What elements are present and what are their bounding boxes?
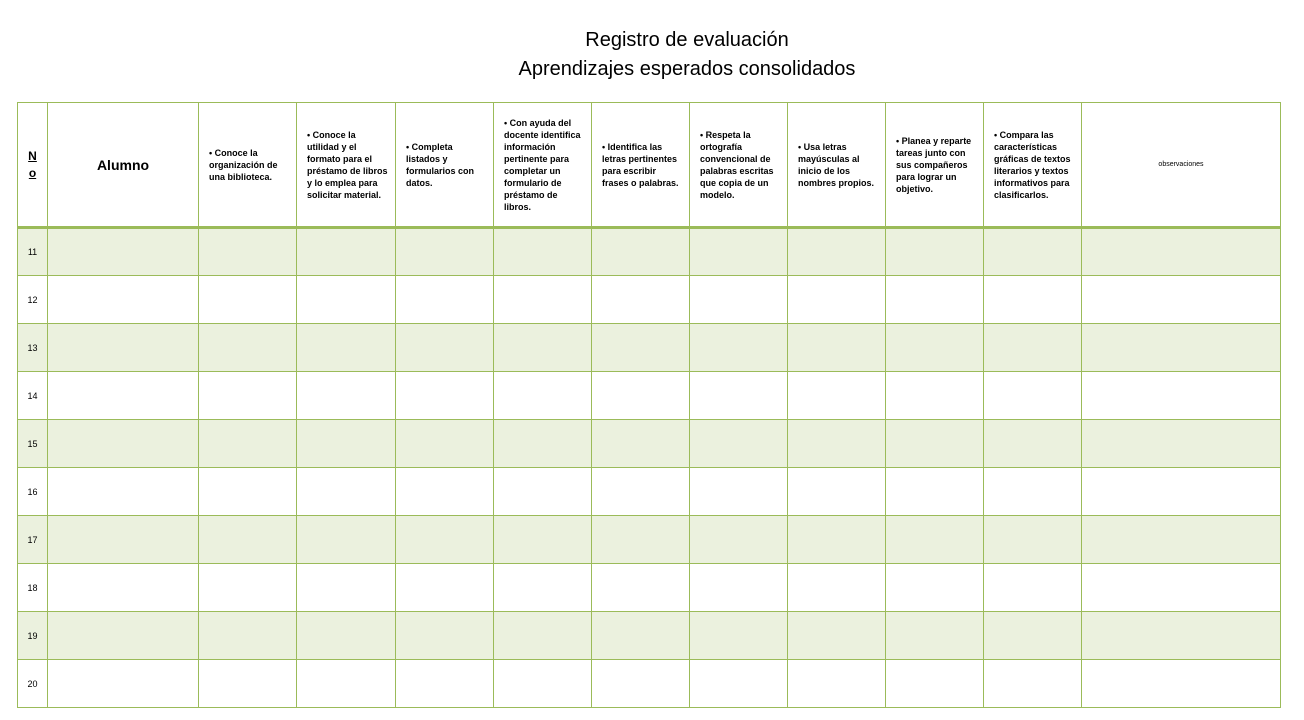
- cell[interactable]: [297, 228, 396, 276]
- criterion-7-text: • Usa letras mayúsculas al inicio de los nombres propios.: [798, 141, 875, 188]
- title-line-1: Registro de evaluación: [585, 29, 789, 51]
- cell[interactable]: [592, 324, 690, 372]
- cell-observaciones[interactable]: [1082, 516, 1281, 564]
- cell[interactable]: [494, 468, 592, 516]
- cell[interactable]: [592, 468, 690, 516]
- criterion-4-text: • Con ayuda del docente identifica información pertinente para completar un formulario de préstamo de libros.: [504, 117, 581, 212]
- cell[interactable]: [690, 612, 788, 660]
- evaluation-table: [17, 102, 1281, 708]
- criterion-1-text: • Conoce la organización de una biblioteca.: [209, 147, 278, 182]
- cell[interactable]: [984, 276, 1082, 324]
- cell[interactable]: [984, 324, 1082, 372]
- cell[interactable]: [199, 372, 297, 420]
- criterion-8-text: • Planea y reparte tareas junto con sus compañeros para lograr un objetivo.: [896, 135, 972, 194]
- cell[interactable]: [592, 276, 690, 324]
- cell[interactable]: [494, 612, 592, 660]
- cell[interactable]: [984, 228, 1082, 276]
- cell[interactable]: [297, 660, 396, 708]
- cell[interactable]: [886, 324, 984, 372]
- cell[interactable]: [494, 516, 592, 564]
- cell-alumno[interactable]: [48, 276, 199, 324]
- cell[interactable]: [886, 372, 984, 420]
- table-row: [18, 564, 1281, 612]
- cell[interactable]: [494, 420, 592, 468]
- cell[interactable]: [592, 660, 690, 708]
- row-number: 12: [18, 276, 48, 324]
- title-line-2: Aprendizajes esperados consolidados: [518, 58, 856, 80]
- cell[interactable]: [788, 276, 886, 324]
- cell[interactable]: [396, 660, 494, 708]
- cell-alumno[interactable]: [48, 372, 199, 420]
- cell[interactable]: [494, 276, 592, 324]
- cell-observaciones[interactable]: [1082, 372, 1281, 420]
- cell[interactable]: [984, 420, 1082, 468]
- cell[interactable]: [886, 612, 984, 660]
- cell[interactable]: [690, 516, 788, 564]
- cell[interactable]: [886, 420, 984, 468]
- cell[interactable]: [690, 468, 788, 516]
- cell[interactable]: [494, 228, 592, 276]
- cell[interactable]: [886, 564, 984, 612]
- cell[interactable]: [297, 468, 396, 516]
- cell[interactable]: [199, 420, 297, 468]
- table-row: [18, 468, 1281, 516]
- header-criterion-3: [396, 103, 494, 228]
- cell-observaciones[interactable]: [1082, 420, 1281, 468]
- cell-observaciones[interactable]: [1082, 564, 1281, 612]
- header-no-line-1: N: [28, 148, 37, 163]
- cell[interactable]: [788, 228, 886, 276]
- cell[interactable]: [199, 564, 297, 612]
- cell-alumno[interactable]: [48, 612, 199, 660]
- cell[interactable]: [886, 468, 984, 516]
- cell[interactable]: [592, 420, 690, 468]
- page-title: [0, 26, 1304, 84]
- header-criterion-6: [690, 103, 788, 228]
- row-number: 14: [18, 372, 48, 420]
- header-alumno: Alumno: [48, 103, 199, 228]
- cell-alumno[interactable]: [48, 420, 199, 468]
- cell-alumno[interactable]: [48, 324, 199, 372]
- header-no: [18, 103, 48, 228]
- header-observaciones: observaciones: [1082, 103, 1281, 228]
- cell[interactable]: [396, 564, 494, 612]
- cell-alumno[interactable]: [48, 468, 199, 516]
- header-no-line-2: o: [28, 165, 37, 180]
- row-number: 19: [18, 612, 48, 660]
- cell[interactable]: [984, 564, 1082, 612]
- cell-observaciones[interactable]: [1082, 324, 1281, 372]
- table-body: [18, 228, 1281, 708]
- cell[interactable]: [690, 564, 788, 612]
- cell[interactable]: [592, 612, 690, 660]
- row-number: 15: [18, 420, 48, 468]
- cell[interactable]: [199, 468, 297, 516]
- cell[interactable]: [396, 372, 494, 420]
- table-row: [18, 660, 1281, 708]
- cell[interactable]: [494, 372, 592, 420]
- cell[interactable]: [396, 612, 494, 660]
- cell[interactable]: [396, 276, 494, 324]
- cell-alumno[interactable]: [48, 564, 199, 612]
- cell[interactable]: [592, 228, 690, 276]
- criterion-2-text: • Conoce la utilidad y el formato para el préstamo de libros y lo emplea para solicitar material.: [307, 129, 388, 200]
- cell[interactable]: [984, 468, 1082, 516]
- cell[interactable]: [690, 660, 788, 708]
- cell-alumno[interactable]: [48, 228, 199, 276]
- cell[interactable]: [199, 276, 297, 324]
- cell[interactable]: [788, 564, 886, 612]
- cell-observaciones[interactable]: [1082, 468, 1281, 516]
- cell[interactable]: [297, 612, 396, 660]
- cell[interactable]: [886, 660, 984, 708]
- cell[interactable]: [297, 372, 396, 420]
- cell[interactable]: [494, 564, 592, 612]
- cell[interactable]: [199, 516, 297, 564]
- cell[interactable]: [494, 324, 592, 372]
- cell[interactable]: [592, 372, 690, 420]
- table-row: [18, 276, 1281, 324]
- cell[interactable]: [396, 468, 494, 516]
- cell[interactable]: [297, 276, 396, 324]
- cell-observaciones[interactable]: [1082, 660, 1281, 708]
- cell[interactable]: [199, 660, 297, 708]
- cell[interactable]: [886, 228, 984, 276]
- header-criterion-7: [788, 103, 886, 228]
- cell-observaciones[interactable]: [1082, 228, 1281, 276]
- criterion-5-text: • Identifica las letras pertinentes para escribir frases o palabras.: [602, 141, 679, 188]
- header-criterion-5: [592, 103, 690, 228]
- cell[interactable]: [690, 276, 788, 324]
- table-row: [18, 372, 1281, 420]
- cell-alumno[interactable]: [48, 660, 199, 708]
- cell-alumno[interactable]: [48, 516, 199, 564]
- table-row: [18, 516, 1281, 564]
- cell[interactable]: [396, 324, 494, 372]
- cell[interactable]: [690, 372, 788, 420]
- cell[interactable]: [984, 372, 1082, 420]
- cell[interactable]: [199, 324, 297, 372]
- cell[interactable]: [984, 612, 1082, 660]
- row-number: 17: [18, 516, 48, 564]
- row-number: 18: [18, 564, 48, 612]
- cell[interactable]: [297, 564, 396, 612]
- cell[interactable]: [396, 228, 494, 276]
- cell[interactable]: [984, 660, 1082, 708]
- row-number: 16: [18, 468, 48, 516]
- cell[interactable]: [690, 420, 788, 468]
- header-criterion-2: [297, 103, 396, 228]
- criterion-6-text: • Respeta la ortografía convencional de palabras escritas que copia de un modelo.: [700, 129, 774, 200]
- cell[interactable]: [297, 324, 396, 372]
- cell[interactable]: [886, 276, 984, 324]
- cell[interactable]: [592, 564, 690, 612]
- cell[interactable]: [494, 660, 592, 708]
- header-criterion-1: [199, 103, 297, 228]
- cell[interactable]: [592, 516, 690, 564]
- row-number: 20: [18, 660, 48, 708]
- cell[interactable]: [396, 516, 494, 564]
- table-row: [18, 324, 1281, 372]
- table-row: [18, 228, 1281, 276]
- cell-observaciones[interactable]: [1082, 612, 1281, 660]
- cell[interactable]: [199, 228, 297, 276]
- cell[interactable]: [788, 420, 886, 468]
- cell[interactable]: [788, 372, 886, 420]
- cell[interactable]: [396, 420, 494, 468]
- cell[interactable]: [886, 516, 984, 564]
- cell[interactable]: [788, 516, 886, 564]
- header-row: [18, 103, 1281, 228]
- cell[interactable]: [690, 324, 788, 372]
- cell[interactable]: [788, 468, 886, 516]
- criterion-9-text: • Compara las características gráficas de textos literarios y textos informativos para clasificarlos.: [994, 129, 1071, 200]
- header-criterion-9: [984, 103, 1082, 228]
- row-number: 11: [18, 228, 48, 276]
- cell[interactable]: [297, 420, 396, 468]
- header-criterion-8: [886, 103, 984, 228]
- table-row: [18, 612, 1281, 660]
- table-row: [18, 420, 1281, 468]
- criterion-3-text: • Completa listados y formularios con datos.: [406, 141, 475, 188]
- cell[interactable]: [690, 228, 788, 276]
- cell[interactable]: [984, 516, 1082, 564]
- cell[interactable]: [788, 660, 886, 708]
- row-number: 13: [18, 324, 48, 372]
- header-criterion-4: [494, 103, 592, 228]
- cell[interactable]: [199, 612, 297, 660]
- cell[interactable]: [788, 324, 886, 372]
- cell[interactable]: [788, 612, 886, 660]
- cell[interactable]: [297, 516, 396, 564]
- cell-observaciones[interactable]: [1082, 276, 1281, 324]
